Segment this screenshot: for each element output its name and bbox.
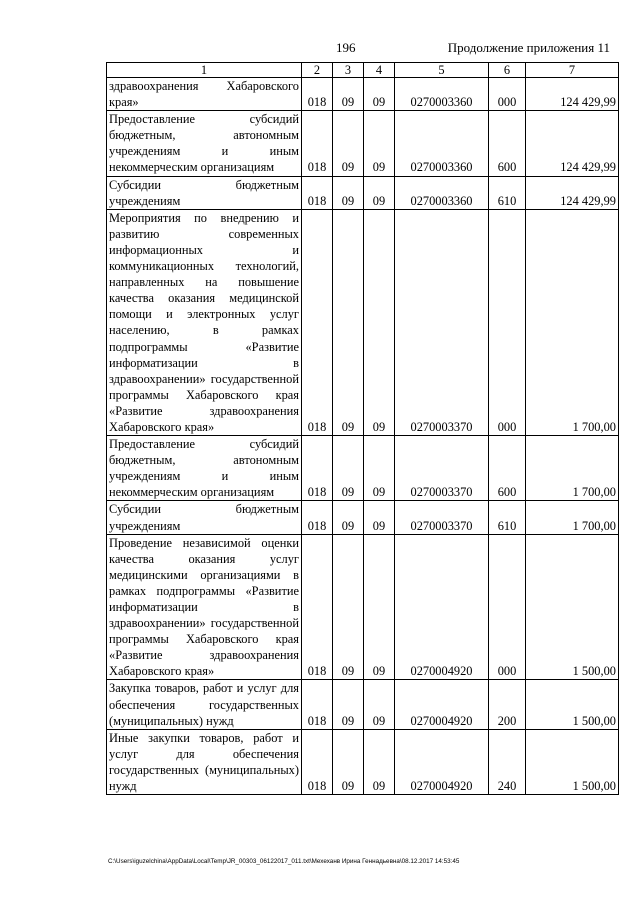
ministry-code: 018	[302, 501, 333, 534]
subsection-code: 09	[364, 729, 395, 794]
table-row	[107, 729, 619, 794]
expense-type-code: 600	[489, 436, 526, 501]
target-article-code: 0270003360	[395, 78, 489, 111]
table-row	[107, 78, 619, 111]
ministry-code: 018	[302, 729, 333, 794]
expense-type-code: 000	[489, 78, 526, 111]
target-article-code: 0270003360	[395, 176, 489, 209]
subsection-code: 09	[364, 436, 395, 501]
row-name: Проведение независимой оценки качества оказания услуг медицинскими организациями в рамках подпрограммы «Развитие информатизации в здравоохранении» государственной программы Хабаровского края «Развитие здравоохранения Хабаровского края»	[107, 534, 302, 680]
expense-type-code: 000	[489, 209, 526, 435]
section-code: 09	[333, 111, 364, 176]
target-article-code: 0270003370	[395, 436, 489, 501]
row-name: здравоохранения Хабаровского края»	[107, 78, 302, 111]
row-name: Мероприятия по внедрению и развитию современных информационных и коммуникационных технологий, направленных на повышение качества оказания медицинской помощи и электронных услуг населению, в рамках подпрограммы «Развитие информатизации в здравоохранении» государственной программы Хабаровского края «Развитие здравоохранения Хабаровского края»	[107, 209, 302, 435]
table-row	[107, 209, 619, 435]
table-row	[107, 501, 619, 534]
expense-type-code: 610	[489, 501, 526, 534]
column-header: 6	[489, 63, 526, 78]
column-header: 4	[364, 63, 395, 78]
amount: 1 700,00	[526, 436, 619, 501]
column-header: 2	[302, 63, 333, 78]
target-article-code: 0270004920	[395, 729, 489, 794]
ministry-code: 018	[302, 534, 333, 680]
expense-type-code: 000	[489, 534, 526, 680]
expense-type-code: 610	[489, 176, 526, 209]
target-article-code: 0270003370	[395, 501, 489, 534]
target-article-code: 0270004920	[395, 680, 489, 729]
row-name: Иные закупки товаров, работ и услуг для обеспечения государственных (муниципальных) нужд	[107, 729, 302, 794]
subsection-code: 09	[364, 534, 395, 680]
section-code: 09	[333, 436, 364, 501]
section-code: 09	[333, 209, 364, 435]
section-code: 09	[333, 78, 364, 111]
subsection-code: 09	[364, 501, 395, 534]
page-number: 196	[336, 40, 356, 55]
file-path-footer: C:\Users\iguzelchina\AppData\Local\Temp\JR_00303_06122017_011.txt\Мехеханв Ирина Геннадьевна\08.12.2017 14:53:45	[108, 858, 460, 865]
budget-table	[106, 62, 619, 795]
subsection-code: 09	[364, 209, 395, 435]
amount: 124 429,99	[526, 176, 619, 209]
target-article-code: 0270003360	[395, 111, 489, 176]
expense-type-code: 240	[489, 729, 526, 794]
ministry-code: 018	[302, 209, 333, 435]
table-row	[107, 176, 619, 209]
table-row	[107, 680, 619, 729]
appendix-continuation-label: Продолжение приложения 11	[447, 40, 610, 55]
table-row	[107, 111, 619, 176]
table-row	[107, 436, 619, 501]
table-header-row	[107, 63, 619, 78]
target-article-code: 0270003370	[395, 209, 489, 435]
amount: 1 700,00	[526, 209, 619, 435]
row-name: Субсидии бюджетным учреждениям	[107, 176, 302, 209]
row-name: Предоставление субсидий бюджетным, автономным учреждениям и иным некоммерческим организациям	[107, 436, 302, 501]
column-header: 3	[333, 63, 364, 78]
column-header: 5	[395, 63, 489, 78]
amount: 1 700,00	[526, 501, 619, 534]
subsection-code: 09	[364, 78, 395, 111]
ministry-code: 018	[302, 436, 333, 501]
expense-type-code: 200	[489, 680, 526, 729]
expense-type-code: 600	[489, 111, 526, 176]
target-article-code: 0270004920	[395, 534, 489, 680]
section-code: 09	[333, 501, 364, 534]
amount: 1 500,00	[526, 729, 619, 794]
ministry-code: 018	[302, 680, 333, 729]
column-header: 7	[526, 63, 619, 78]
section-code: 09	[333, 680, 364, 729]
subsection-code: 09	[364, 111, 395, 176]
ministry-code: 018	[302, 111, 333, 176]
row-name: Предоставление субсидий бюджетным, автономным учреждениям и иным некоммерческим организациям	[107, 111, 302, 176]
row-name: Субсидии бюджетным учреждениям	[107, 501, 302, 534]
amount: 124 429,99	[526, 78, 619, 111]
amount: 1 500,00	[526, 680, 619, 729]
section-code: 09	[333, 534, 364, 680]
amount: 124 429,99	[526, 111, 619, 176]
column-header: 1	[107, 63, 302, 78]
ministry-code: 018	[302, 176, 333, 209]
subsection-code: 09	[364, 176, 395, 209]
row-name: Закупка товаров, работ и услуг для обеспечения государственных (муниципальных) нужд	[107, 680, 302, 729]
table-row	[107, 534, 619, 680]
section-code: 09	[333, 729, 364, 794]
ministry-code: 018	[302, 78, 333, 111]
subsection-code: 09	[364, 680, 395, 729]
amount: 1 500,00	[526, 534, 619, 680]
section-code: 09	[333, 176, 364, 209]
